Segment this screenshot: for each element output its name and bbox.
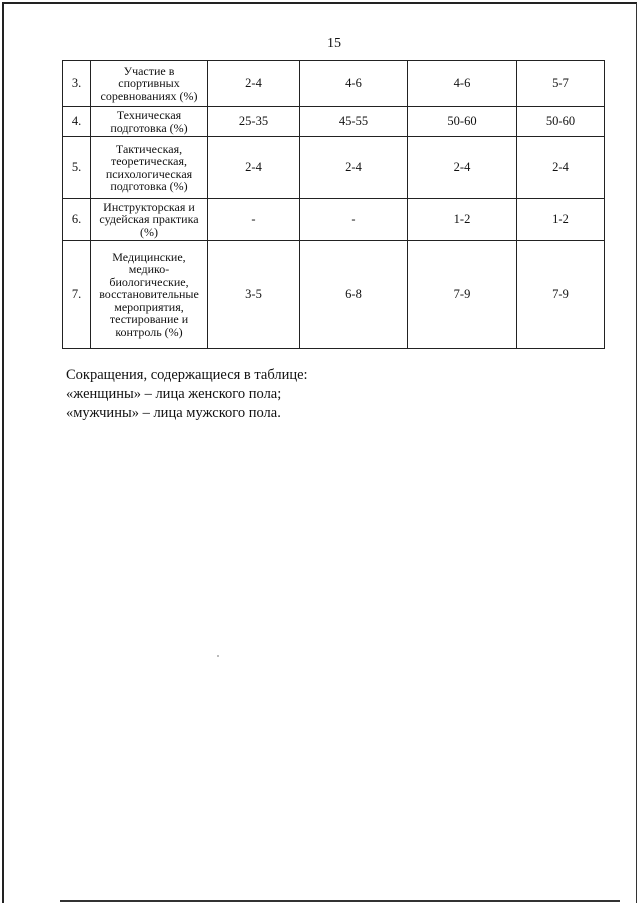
row-number: 5. [63,137,91,199]
table-cell: 4-6 [300,61,408,107]
row-number: 3. [63,61,91,107]
page-number: 15 [327,36,341,51]
table-cell: 2-4 [208,137,300,199]
notes-line: «мужчины» – лица мужского пола. [66,405,281,421]
scan-edge-line [60,900,620,902]
table-row [63,241,605,349]
notes-heading: Сокращения, содержащиеся в таблице: [66,367,308,383]
table-cell: 2-4 [517,137,605,199]
table-cell: 45-55 [300,107,408,137]
table-cell: 2-4 [408,137,517,199]
row-number: 4. [63,107,91,137]
table-cell: 25-35 [208,107,300,137]
table-cell: - [300,199,408,241]
table-cell: 4-6 [408,61,517,107]
row-label: Инструкторская и судейская практика (%) [91,199,208,241]
abbreviations-note [66,366,586,423]
table-cell: 50-60 [408,107,517,137]
scan-speck [217,655,219,657]
table-cell: 1-2 [408,199,517,241]
table-cell: 3-5 [208,241,300,349]
row-label: Участие в спортивных соревнованиях (%) [91,61,208,107]
training-table [62,60,605,349]
row-label: Медицинские, медико-биологические, восстановительные мероприятия, тестирование и контроль (%) [91,241,208,349]
row-number: 7. [63,241,91,349]
table-row [63,61,605,107]
row-label: Техническая подготовка (%) [91,107,208,137]
table-cell: 6-8 [300,241,408,349]
table-cell: 7-9 [408,241,517,349]
row-number: 6. [63,199,91,241]
table-cell: 2-4 [208,61,300,107]
notes-line: «женщины» – лица женского пола; [66,386,282,402]
table-row [63,137,605,199]
table-cell: 7-9 [517,241,605,349]
table-cell: 5-7 [517,61,605,107]
table-cell: 50-60 [517,107,605,137]
table-cell: 2-4 [300,137,408,199]
row-label: Тактическая, теоретическая, психологическая подготовка (%) [91,137,208,199]
table-cell: - [208,199,300,241]
table-cell: 1-2 [517,199,605,241]
table-row [63,107,605,137]
table-row [63,199,605,241]
